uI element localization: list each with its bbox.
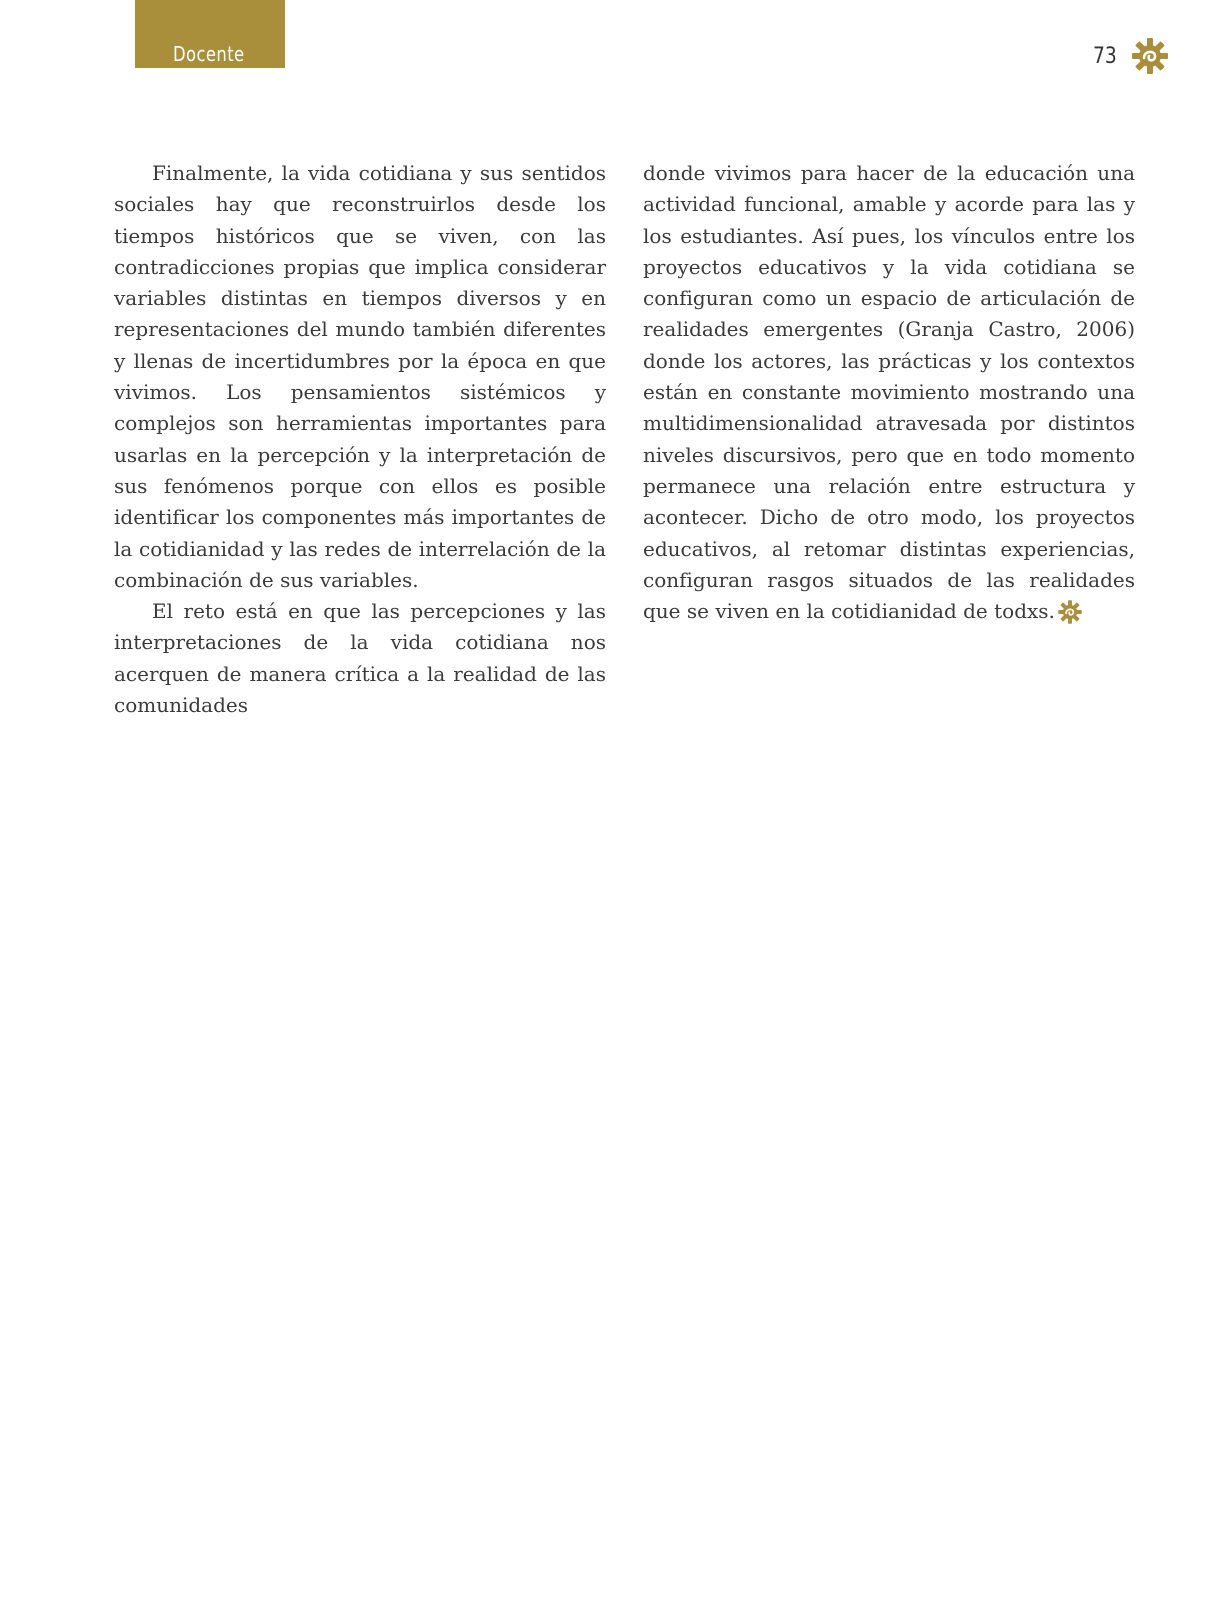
gear-flower-icon	[1057, 599, 1083, 625]
paragraph: El reto está en que las percepciones y las interpretaciones de la vida cotidiana nos acerquen de manera crítica a la realidad de las comunidades	[114, 599, 606, 718]
paragraph	[643, 158, 1135, 627]
gear-flower-icon	[1130, 36, 1170, 76]
right-column	[643, 158, 1135, 627]
section-tab	[135, 0, 285, 68]
left-column	[114, 158, 606, 721]
page-number: 73	[1093, 44, 1117, 69]
paragraph-text: donde vivimos para hacer de la educación una actividad funcional, amable y acorde para las y los estudiantes. Así pues, los vínculos entre los proyectos educativos y la vida cotidiana se configuran como un espacio de articulación de realidades emergentes (Granja Castro, 2006) donde los actores, las prácticas y los contextos están en constante movimiento mostrando una multidimensionalidad atravesada por distintos niveles discursivos, pero que en todo momento permanece una relación entre estructura y acontecer. Dicho de otro modo, los proyectos educativos, al retomar distintas experiencias, configuran rasgos situados de las realidades que se viven en la cotidianidad de todxs.	[643, 161, 1135, 624]
paragraph: Finalmente, la vida cotidiana y sus sentidos sociales hay que reconstruirlos desde los tiempos históricos que se viven, con las contradicciones propias que implica considerar variables distintas en tiempos diversos y en representaciones del mundo también diferentes y llenas de incertidumbres por la época en que vivimos. Los pensamientos sistémicos y complejos son herramientas importantes para usarlas en la percepción y la interpretación de sus fenómenos porque con ellos es posible identificar los componentes más importantes de la cotidianidad y las redes de interrelación de la combinación de sus variables.	[114, 161, 606, 592]
section-label: Docente	[173, 42, 245, 66]
